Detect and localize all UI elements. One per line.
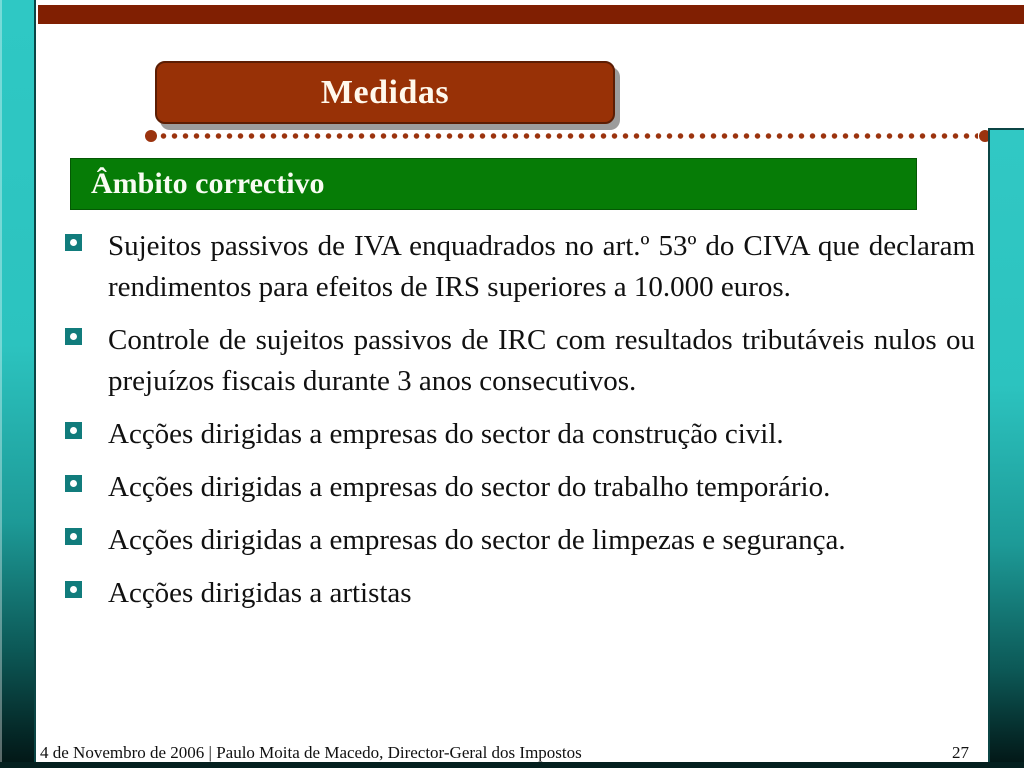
square-dot-bullet-icon: [65, 422, 82, 439]
list-item: [65, 226, 977, 308]
right-teal-strip: [988, 128, 1024, 768]
list-item-text: Acções dirigidas a empresas do sector de limpezas e segurança.: [108, 524, 846, 556]
list-item-text: Acções dirigidas a empresas do sector da construção civil.: [108, 418, 784, 450]
footer-credit: 4 de Novembro de 2006 | Paulo Moita de Macedo, Director-Geral dos Impostos: [40, 743, 582, 762]
page-number: 27: [952, 743, 969, 762]
list-item: [65, 573, 977, 614]
square-dot-bullet-icon: [65, 475, 82, 492]
list-item-text: Controle de sujeitos passivos de IRC com resultados tributáveis nulos ou prejuízos fiscais durante 3 anos consecutivos.: [108, 324, 975, 397]
square-dot-bullet-icon: [65, 328, 82, 345]
list-item-text: Acções dirigidas a artistas: [108, 577, 412, 609]
dotted-divider: [158, 131, 978, 141]
list-item-text: Acções dirigidas a empresas do sector do trabalho temporário.: [108, 471, 831, 503]
list-item: [65, 320, 977, 402]
square-dot-bullet-icon: [65, 234, 82, 251]
slide-title-box: [155, 61, 615, 124]
square-dot-bullet-icon: [65, 528, 82, 545]
bottom-edge-bar: [0, 762, 1024, 768]
top-accent-bar: [38, 5, 1024, 24]
list-item: [65, 414, 977, 455]
slide-title: Medidas: [320, 73, 450, 111]
section-header-bar: [70, 158, 917, 210]
list-item-text: Sujeitos passivos de IVA enquadrados no art.º 53º do CIVA que declaram rendimentos para efeitos de IRS superiores a 10.000 euros.: [108, 230, 975, 303]
section-header: Âmbito correctivo: [91, 167, 325, 200]
list-item: [65, 520, 977, 561]
divider-end-dot-left: [145, 130, 157, 142]
square-dot-bullet-icon: [65, 581, 82, 598]
list-item: [65, 467, 977, 508]
bullet-list: [65, 226, 977, 626]
left-teal-strip: [0, 0, 36, 768]
